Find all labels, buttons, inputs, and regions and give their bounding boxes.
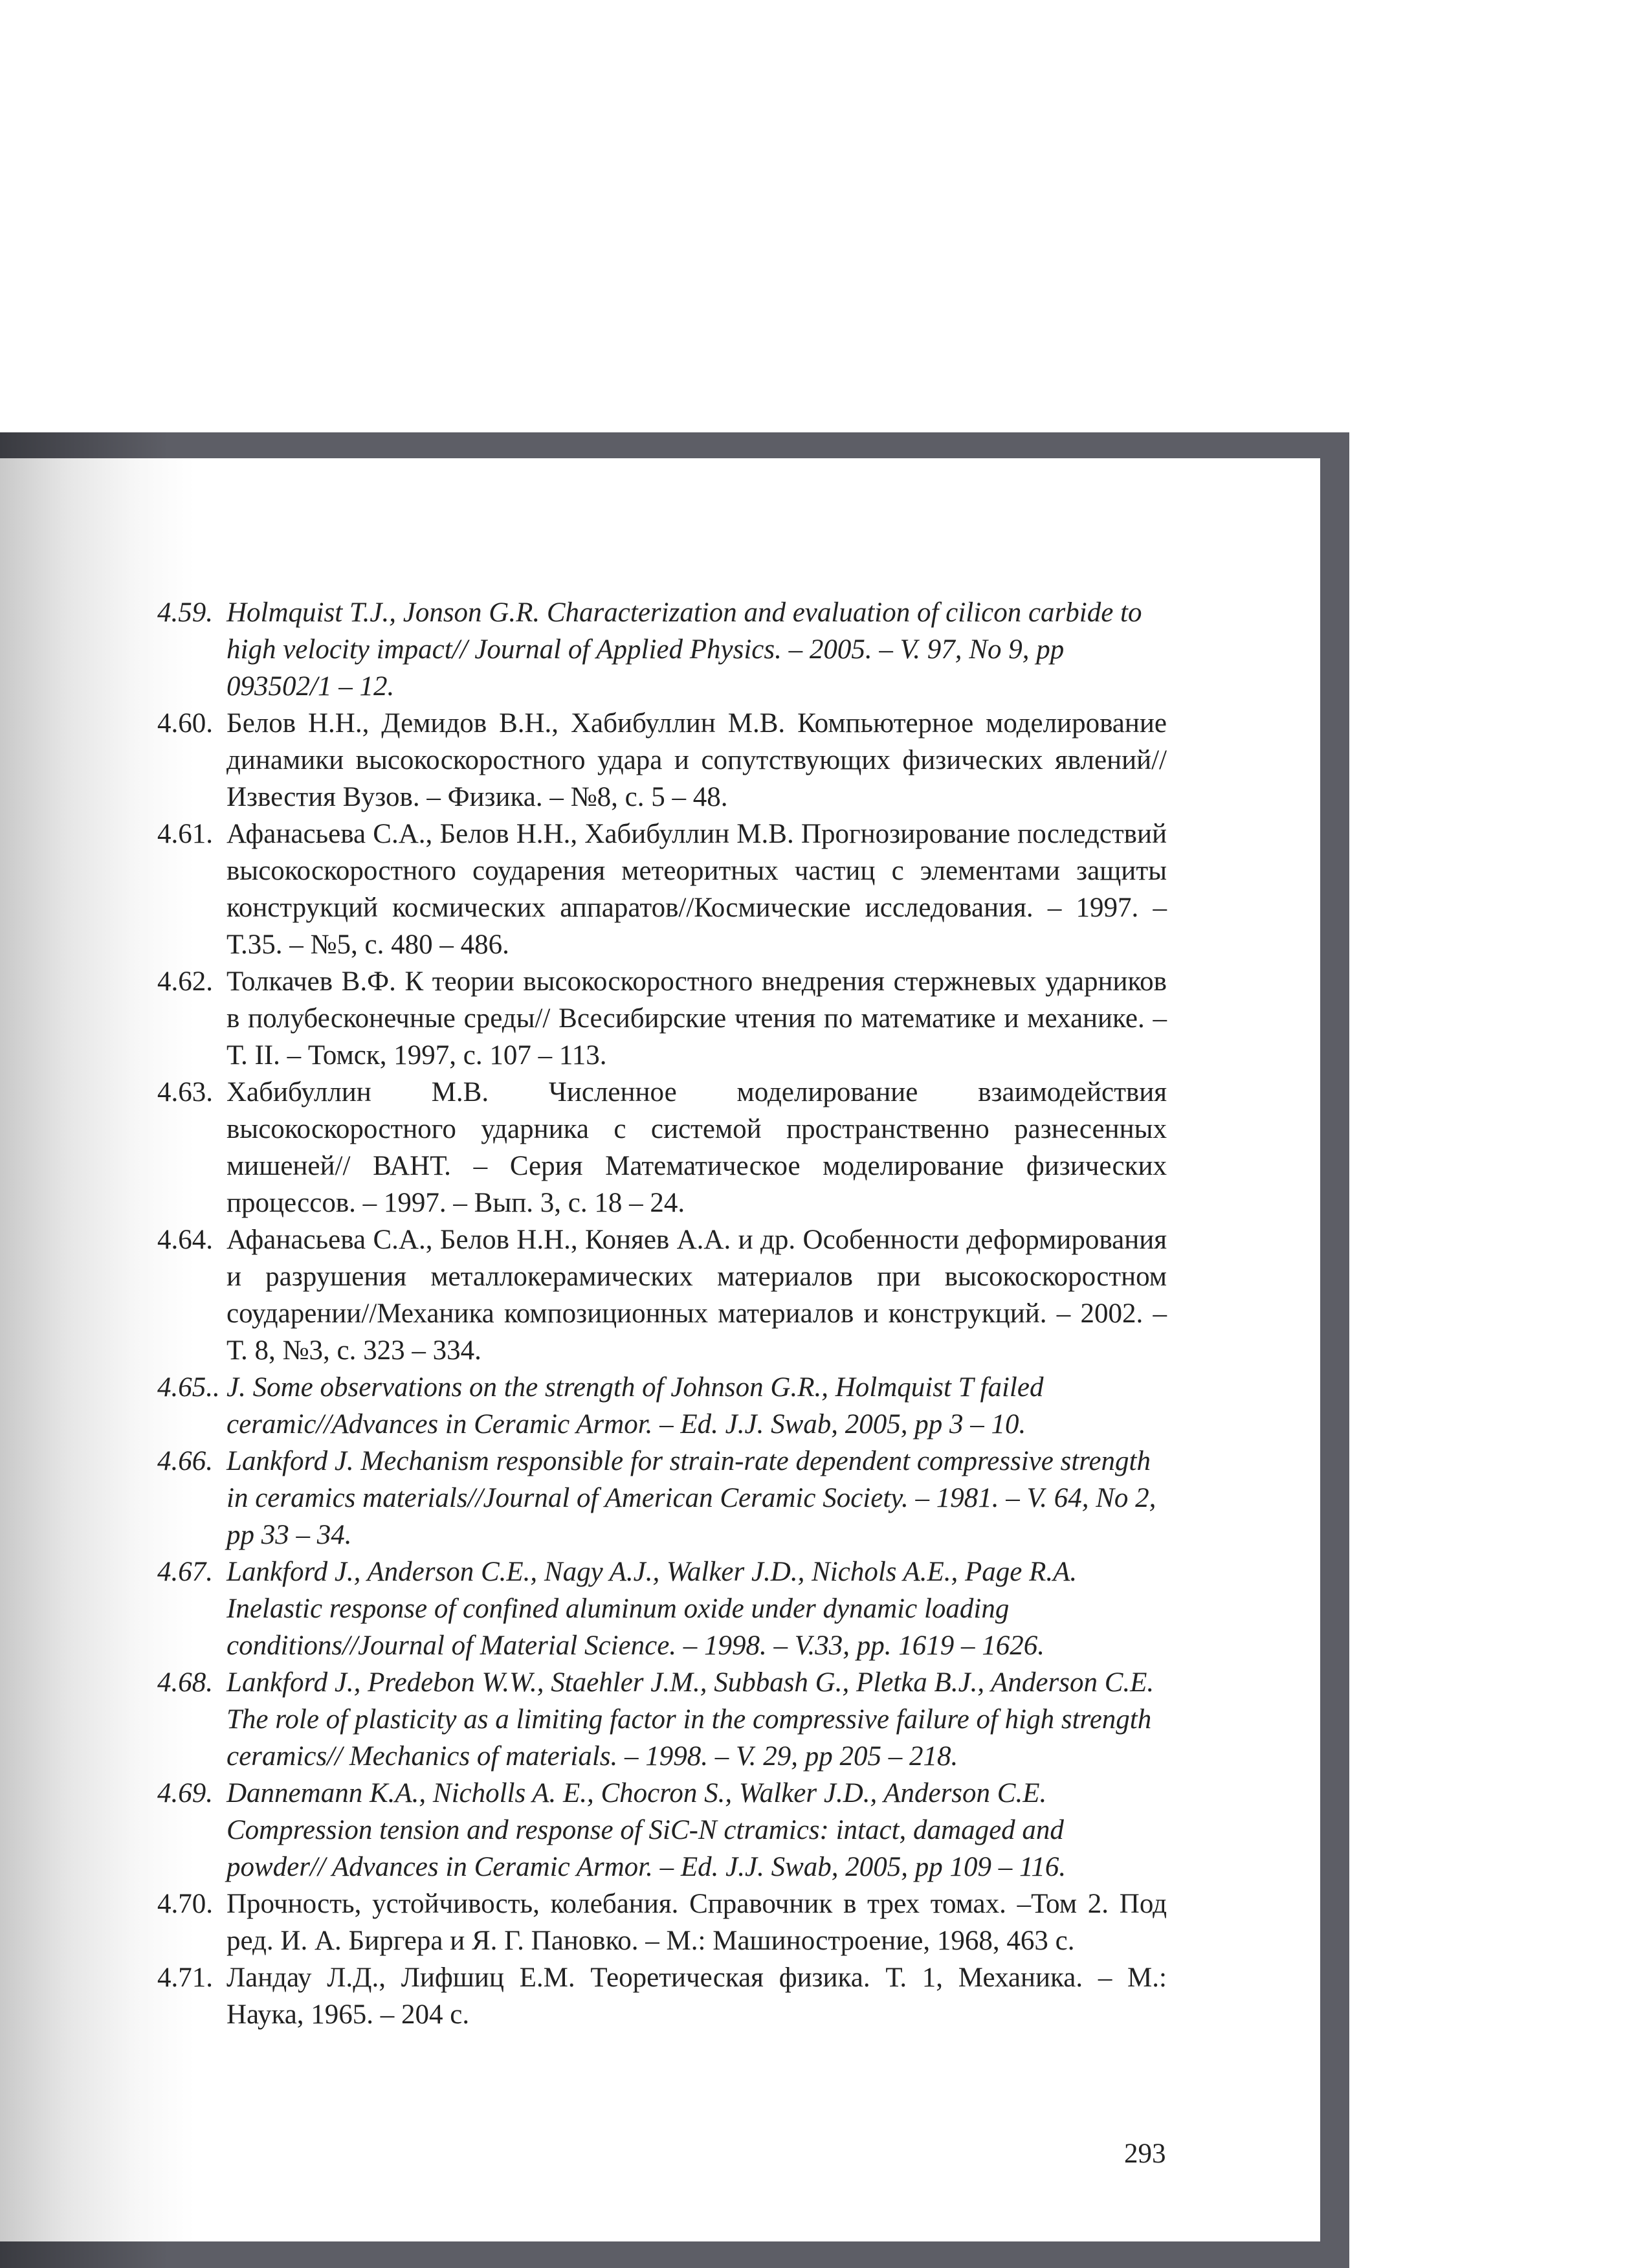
reference-text: Lankford J., Predebon W.W., Staehler J.M., Subbash G., Pletka B.J., Anderson C.E. The role of plasticity as a limiting factor in the compressive failure of high strength ceramics// Mechanics of materials. – 1998. – V. 29, pp 205 – 218.: [227, 1667, 1155, 1772]
reference-text: Хабибуллин М.В. Численное моделирование взаимодействия высокоскоростного ударника с системой пространственно разнесенных мишеней// ВАНТ. – Серия Математическое моделирование физических процессов. – 1997. – Вып. 3, с. 18 – 24.: [227, 1077, 1167, 1218]
reference-number: 4.61.: [157, 819, 213, 849]
reference-item: [157, 1553, 1167, 1664]
reference-item: [157, 1443, 1167, 1553]
reference-item: [157, 705, 1167, 816]
reference-text: Holmquist T.J., Jonson G.R. Characterization and evaluation of cilicon carbide to high velocity impact// Journal of Applied Physics. – 2005. – V. 97, No 9, pp 093502/1 – 12.: [227, 597, 1142, 702]
reference-number: 4.71.: [157, 1962, 213, 1993]
reference-item: [157, 1959, 1167, 2033]
reference-number: 4.65..: [157, 1372, 220, 1403]
reference-text: Толкачев В.Ф. К теории высокоскоростного внедрения стержневых ударников в полубесконечные среды// Всесибирские чтения по математике и механике. – Т. II. – Томск, 1997, с. 107 – 113.: [227, 966, 1167, 1071]
reference-number: 4.60.: [157, 708, 213, 739]
reference-text: Афанасьева С.А., Белов Н.Н., Коняев А.А. и др. Особенности деформирования и разрушения металлокерамических материалов при высокоскоростном соударении//Механика композиционных материалов и конструкций. – 2002. – Т. 8, №3, с. 323 – 334.: [227, 1225, 1167, 1366]
page-number: 293: [1124, 2139, 1166, 2169]
reference-number: 4.66.: [157, 1446, 213, 1476]
reference-text: Белов Н.Н., Демидов В.Н., Хабибуллин М.В. Компьютерное моделирование динамики высокоскоростного удара и сопутствующих физических явлений//Известия Вузов. – Физика. – №8, с. 5 – 48.: [227, 708, 1167, 812]
reference-item: [157, 1074, 1167, 1221]
reference-item: [157, 963, 1167, 1074]
reference-number: 4.59.: [157, 597, 213, 628]
reference-item: [157, 816, 1167, 963]
reference-text: Прочность, устойчивость, колебания. Справочник в трех томах. –Том 2. Под ред. И. А. Биргера и Я. Г. Пановко. – М.: Машиностроение, 1968, 463 с.: [227, 1889, 1167, 1956]
reference-text: Dannemann K.A., Nicholls A. E., Chocron S., Walker J.D., Anderson C.E. Compression tension and response of SiC-N ctramics: intact, damaged and powder// Advances in Ceramic Armor. – Ed. J.J. Swab, 2005, pp 109 – 116.: [227, 1778, 1067, 1882]
reference-number: 4.64.: [157, 1225, 213, 1255]
reference-number: 4.67.: [157, 1557, 213, 1587]
reference-number: 4.62.: [157, 966, 213, 997]
reference-text: Ландау Л.Д., Лифшиц Е.М. Теоретическая физика. Т. 1, Механика. – М.: Наука, 1965. – 204 с.: [227, 1962, 1167, 2030]
reference-text: Lankford J. Mechanism responsible for strain-rate dependent compressive strength in ceramics materials//Journal of American Ceramic Society. – 1981. – V. 64, No 2, pp 33 – 34.: [227, 1446, 1156, 1550]
reference-item: [157, 1885, 1167, 1959]
reference-number: 4.70.: [157, 1889, 213, 1919]
reference-number: 4.68.: [157, 1667, 213, 1698]
reference-text: J. Some observations on the strength of Johnson G.R., Holmquist T failed ceramic//Advances in Ceramic Armor. – Ed. J.J. Swab, 2005, pp 3 – 10.: [227, 1372, 1044, 1440]
reference-number: 4.63.: [157, 1077, 213, 1107]
reference-item: [157, 1775, 1167, 1885]
reference-number: 4.69.: [157, 1778, 213, 1808]
reference-item: [157, 1369, 1167, 1443]
reference-list: [157, 594, 1167, 2033]
reference-item: [157, 1221, 1167, 1369]
reference-item: [157, 1664, 1167, 1775]
reference-item: [157, 594, 1167, 705]
reference-text: Афанасьева С.А., Белов Н.Н., Хабибуллин М.В. Прогнозирование последствий высокоскоростного соударения метеоритных частиц с элементами защиты конструкций космических аппаратов//Космические исследования. – 1997. – Т.35. – №5, с. 480 – 486.: [227, 819, 1167, 960]
reference-text: Lankford J., Anderson C.E., Nagy A.J., Walker J.D., Nichols A.E., Page R.A. Inelastic response of confined aluminum oxide under dynamic loading conditions//Journal of Material Science. – 1998. – V.33, pp. 1619 – 1626.: [227, 1557, 1078, 1661]
